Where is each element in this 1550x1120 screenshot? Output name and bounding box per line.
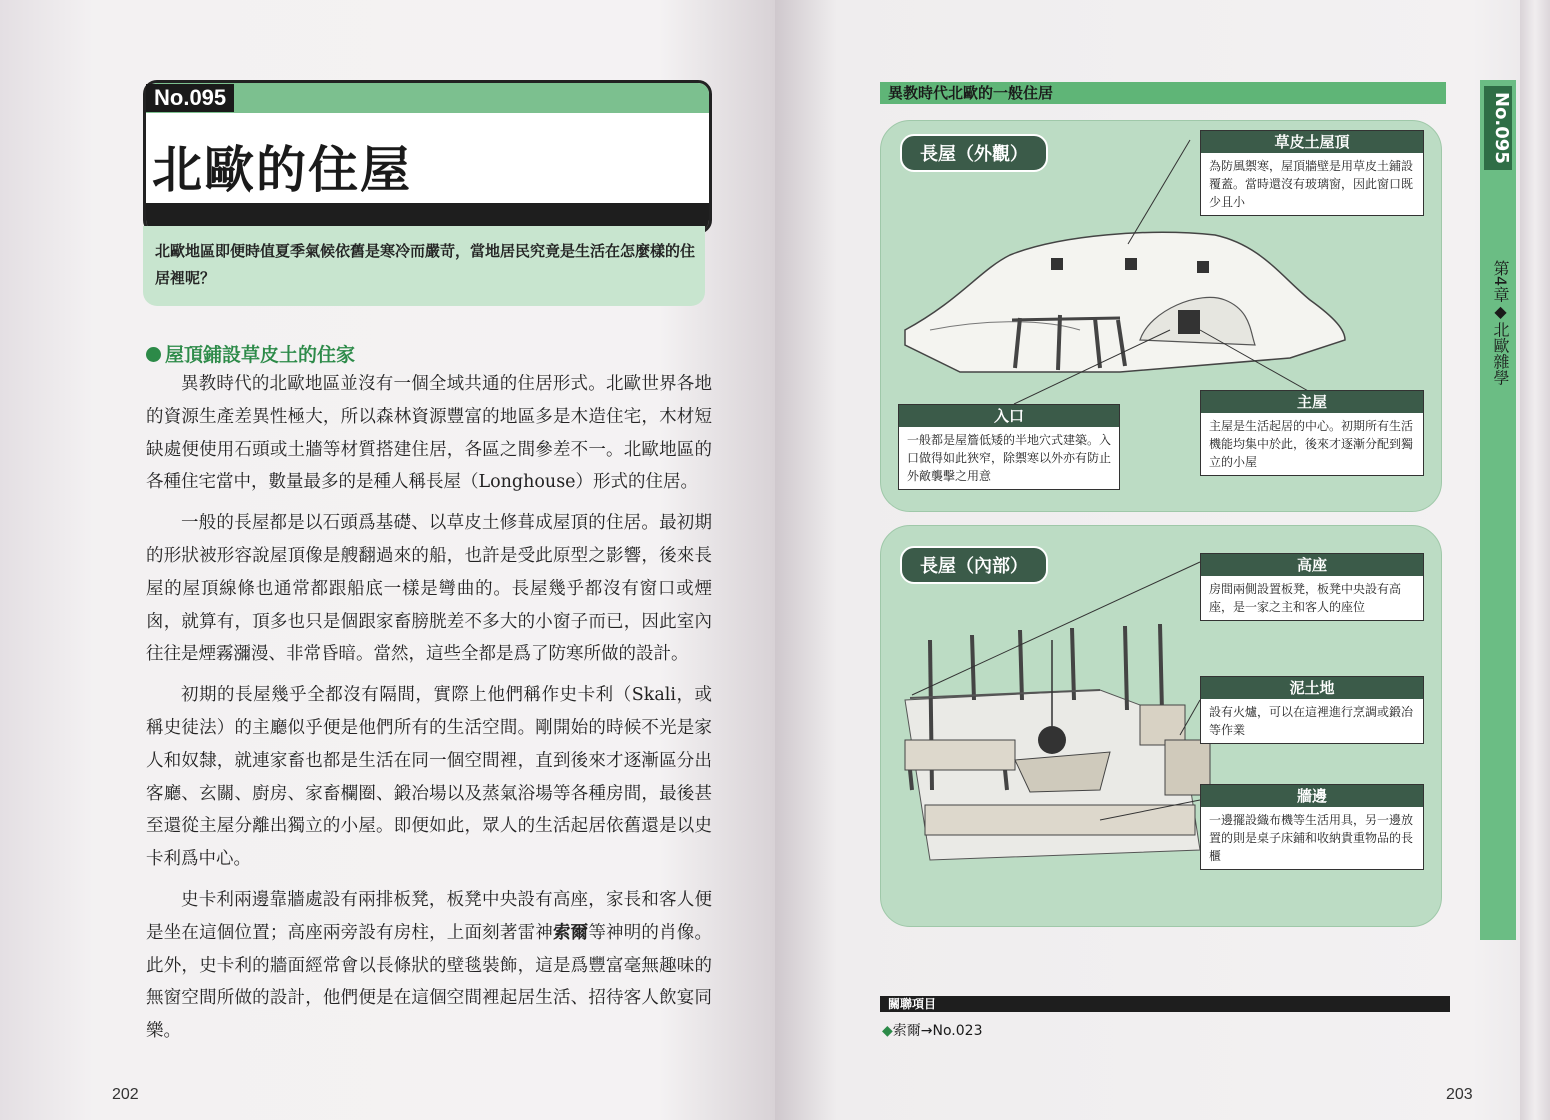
callout-title: 入口 <box>899 405 1119 427</box>
callout-title: 泥土地 <box>1201 677 1423 699</box>
right-page-number: 203 <box>1446 1086 1473 1103</box>
paragraph-3: 初期的長屋幾乎全都沒有隔間，實際上他們稱作史卡利（Skali，或稱史徒法）的主廳似乎便是他們所有的生活空間。剛開始的時候不光是家人和奴隸，就連家畜也都是生活在同一個空間裡，直到後來才逐漸區分出客廳、玄關、廚房、家畜欄圈、鍛冶場以及蒸氣浴場等各種房間，最後甚至還從主屋分離出獨立的小屋。即便如此，眾人的生活起居依舊還是以史卡利爲中心。 <box>146 685 712 870</box>
callout-title: 草皮土屋頂 <box>1201 131 1423 153</box>
side-tab <box>1480 80 1516 940</box>
number-tag: No.095 <box>146 84 234 112</box>
callout-text: 房間兩側設置板凳，板凳中央設有高座，是一家之主和客人的座位 <box>1209 582 1402 614</box>
paragraph-4-part-1: 史卡利兩邊靠牆處設有兩排板凳，板凳中央設有高座，家長和客人便是坐在這個位置；高座兩旁設有房柱，上面刻著雷神 <box>146 889 712 943</box>
paragraph-2: 一般的長屋都是以石頭爲基礎、以草皮土修葺成屋頂的住居。最初期的形狀被形容說屋頂像是艘翻過來的船，也許是受此原型之影響，後來長屋的屋頂線條也通常都跟船底一樣是彎曲的。長屋幾乎都沒有窗口或煙囪，就算有，頂多也只是個跟家畜膀胱差不多大的小窗子而已，因此室內往往是煙霧瀰漫、非常昏暗。當然，這些全都是爲了防寒所做的設計。 <box>146 513 712 665</box>
page-title: 北歐的住屋 <box>152 141 412 199</box>
interior-label: 長屋（內部） <box>900 546 1048 584</box>
section-heading-text: 屋頂鋪設草皮土的住家 <box>165 344 356 366</box>
left-page-number: 202 <box>112 1086 139 1103</box>
callout-text: 設有火爐，可以在這裡進行烹調或鍛冶等作業 <box>1209 705 1414 737</box>
longhouse-interior-drawing <box>905 562 1210 860</box>
illustration-header: 異教時代北歐的一般住居 <box>880 82 1446 104</box>
related-item <box>882 1020 982 1040</box>
callout-title: 高座 <box>1201 554 1423 576</box>
callout-sod-roof <box>1200 130 1424 216</box>
callout-text: 一般都是屋簷低矮的半地穴式建築。入口做得如此狹窄，除禦寒以外亦有防止外敵襲擊之用意 <box>907 433 1112 483</box>
exterior-label: 長屋（外觀） <box>900 134 1048 172</box>
diamond-icon: ◆ <box>882 1023 893 1039</box>
related-heading: 關聯項目 <box>880 996 1450 1012</box>
callout-title: 主屋 <box>1201 391 1423 413</box>
callout-earth-floor <box>1200 676 1424 744</box>
summary-text: 北歐地區即便時值夏季氣候依舊是寒冷而嚴苛，當地居民究竟是生活在怎麼樣的住居裡呢？ <box>143 226 705 306</box>
callout-title: 牆邊 <box>1201 785 1423 807</box>
callout-wall-side <box>1200 784 1424 870</box>
callout-text: 一邊擺設織布機等生活用具，另一邊放置的則是桌子床鋪和收納貴重物品的長櫃 <box>1209 813 1414 863</box>
callout-high-seat <box>1200 553 1424 621</box>
paragraph-1: 異教時代的北歐地區並沒有一個全域共通的住居形式。北歐世界各地的資源生產差異性極大，所以森林資源豐富的地區多是木造住宅，木材短缺處便使用石頭或土牆等材質搭建住居，各區之間參差不一。北歐地區的各種住宅當中，數量最多的是種人稱長屋（Longhouse）形式的住居。 <box>146 374 712 493</box>
paragraph-4-part-2: 等神明的肖像。此外，史卡利的牆面經常會以長條狀的壁毯裝飾，這是爲豐富毫無趣味的無窗空間所做的設計，他們便是在這個空間裡起居生活、招待客人飲宴同樂。 <box>146 922 713 1042</box>
callout-text: 為防風禦寒，屋頂牆壁是用草皮土鋪設覆蓋。當時還沒有玻璃窗，因此窗口既少且小 <box>1209 159 1414 209</box>
thor-bold-term: 索爾 <box>552 922 589 943</box>
callout-text: 主屋是生活起居的中心。初期所有生活機能均集中於此，後來才逐漸分配到獨立的小屋 <box>1209 419 1414 469</box>
side-tab-number: No.095 <box>1484 86 1512 170</box>
side-tab-chapter: 第4章◆北歐雜學 <box>1491 260 1510 386</box>
callout-entrance <box>898 404 1120 490</box>
related-item-text: 索爾→No.023 <box>892 1023 983 1039</box>
callout-main-house <box>1200 390 1424 476</box>
